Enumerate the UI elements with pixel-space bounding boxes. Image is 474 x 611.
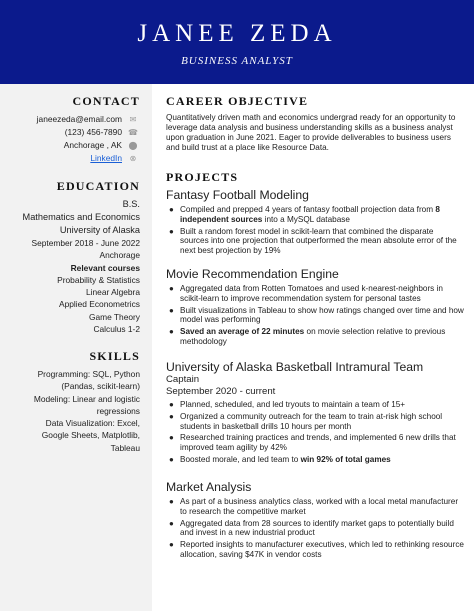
course-item: Game Theory bbox=[88, 311, 140, 322]
education-section bbox=[0, 179, 140, 335]
contact-phone bbox=[0, 126, 140, 139]
bullet-item: ● Boosted morale, and led team to win 92% of total games bbox=[169, 454, 391, 464]
skills-section bbox=[0, 349, 140, 454]
location-text: Anchorage , AK bbox=[63, 140, 122, 150]
contact-section bbox=[0, 94, 140, 165]
skill-line: (Pandas, scikit-learn) bbox=[61, 381, 140, 392]
sidebar bbox=[0, 84, 152, 611]
skill-line: Tableau bbox=[110, 442, 140, 453]
main-content bbox=[152, 84, 474, 611]
bullet-item: ● Organized a community outreach for the team to train at-risk high school students in basketball drills 10 hours per month bbox=[169, 411, 443, 431]
project-role: Captain bbox=[166, 374, 200, 385]
bullet-icon: ● bbox=[169, 518, 174, 528]
project-title: Fantasy Football Modeling bbox=[166, 188, 309, 202]
bullet-item: ● Built a random forest model in scikit-learn that combined the disparate sources into one projection that outperformed the mean absolute error of the next best projection by 19% bbox=[169, 226, 457, 256]
project-item bbox=[166, 267, 464, 349]
bullet-item: ● Researched training practices and trends, and implemented 6 new drills that improved team agility by 42% bbox=[169, 433, 456, 453]
objective-section bbox=[166, 94, 462, 153]
course-item: Applied Econometrics bbox=[59, 299, 140, 310]
email-icon: ✉ bbox=[129, 115, 137, 124]
bullet-item: ● Aggregated data from 28 sources to identify market gaps to potentially build and invest in a new industrial product bbox=[169, 518, 454, 538]
bullet-icon: ● bbox=[169, 284, 174, 293]
skill-line: Data Visualization: Excel, bbox=[45, 418, 140, 429]
skill-line: regressions bbox=[96, 405, 140, 416]
education-heading: EDUCATION bbox=[56, 179, 140, 193]
linkedin-icon: ⊗ bbox=[129, 154, 137, 163]
linkedin-link[interactable]: LinkedIn bbox=[90, 153, 122, 163]
contact-email[interactable] bbox=[0, 113, 140, 126]
edu-city: Anchorage bbox=[99, 250, 140, 261]
resume-header bbox=[0, 0, 474, 84]
projects-heading: PROJECTS bbox=[166, 170, 239, 184]
bullet-icon: ● bbox=[169, 305, 174, 315]
candidate-title: BUSINESS ANALYST bbox=[181, 55, 293, 67]
projects-section bbox=[166, 170, 462, 185]
bullet-item: ● Reported insights to manufacturer executives, which led to rethinking resource allocation, saving $47K in vendor costs bbox=[169, 540, 464, 559]
phone-icon: ☎ bbox=[128, 128, 138, 137]
project-title: Market Analysis bbox=[166, 480, 252, 494]
bullet-list bbox=[166, 400, 464, 465]
bullet-item: ● Aggregated data from Rotten Tomatoes and used k-nearest-neighbors in scikit-learn to improve recommendation system for personal tastes bbox=[169, 284, 443, 303]
skill-line: Modeling: Linear and logistic bbox=[33, 393, 140, 404]
bullet-icon: ● bbox=[169, 400, 174, 409]
skills-heading: SKILLS bbox=[89, 349, 140, 363]
school: University of Alaska bbox=[59, 225, 140, 235]
project-item bbox=[166, 360, 464, 467]
course-item: Calculus 1-2 bbox=[93, 324, 140, 335]
major: Mathematics and Economics bbox=[22, 212, 140, 222]
project-dates: September 2020 - current bbox=[166, 386, 276, 397]
project-item bbox=[166, 480, 464, 562]
courses-label: Relevant courses bbox=[70, 262, 140, 273]
bullet-list bbox=[166, 497, 464, 560]
skill-line: Google Sheets, Matplotlib, bbox=[41, 430, 140, 441]
edu-dates: September 2018 - June 2022 bbox=[31, 238, 140, 248]
bullet-list bbox=[166, 205, 464, 256]
project-item bbox=[166, 188, 464, 258]
contact-location bbox=[0, 139, 140, 152]
skill-line: Programming: SQL, Python bbox=[37, 369, 140, 379]
bullet-icon: ● bbox=[169, 454, 174, 464]
contact-linkedin[interactable] bbox=[0, 152, 140, 165]
bullet-item: ● Built visualizations in Tableau to show how ratings changed over time and how model was performing bbox=[169, 305, 464, 325]
objective-text: Quantitatively driven math and economics undergrad ready for an opportunity to leverage data analysis and business understanding skills as a business analyst upon graduation in June 2021. Eager to provide deliverables to business users and build trust at a place like Resource Data. bbox=[166, 113, 456, 152]
candidate-name: JANEE ZEDA bbox=[137, 20, 337, 47]
phone-text: (123) 456-7890 bbox=[64, 127, 122, 137]
bullet-icon: ● bbox=[169, 540, 174, 550]
bullet-icon: ● bbox=[169, 226, 174, 236]
email-text: janeezeda@email.com bbox=[36, 114, 122, 124]
bullet-icon: ● bbox=[169, 205, 174, 214]
bullet-item: ● Saved an average of 22 minutes on movie selection relative to previous methodology bbox=[169, 327, 446, 346]
bullet-item: ● Planned, scheduled, and led tryouts to maintain a team of 15+ bbox=[169, 400, 406, 409]
project-title: University of Alaska Basketball Intramural Team bbox=[166, 360, 424, 374]
degree: B.S. bbox=[122, 199, 140, 209]
bullet-icon: ● bbox=[169, 433, 174, 443]
objective-heading: CAREER OBJECTIVE bbox=[166, 94, 309, 108]
course-item: Linear Algebra bbox=[85, 287, 140, 298]
location-icon: ⬤ bbox=[128, 141, 138, 150]
bullet-icon: ● bbox=[169, 497, 174, 506]
project-title: Movie Recommendation Engine bbox=[166, 267, 339, 281]
course-item: Probability & Statistics bbox=[57, 274, 140, 285]
bullet-list bbox=[166, 284, 464, 347]
contact-heading: CONTACT bbox=[72, 94, 140, 108]
bullet-icon: ● bbox=[169, 411, 174, 421]
bullet-item: ● Compiled and prepped 4 years of fantasy football projection data from 8 independent sources into a MySQL database bbox=[169, 205, 440, 224]
bullet-icon: ● bbox=[169, 327, 174, 337]
bullet-item: ● As part of a business analytics class, worked with a local metal manufacturer to research the competitive market bbox=[169, 497, 459, 516]
